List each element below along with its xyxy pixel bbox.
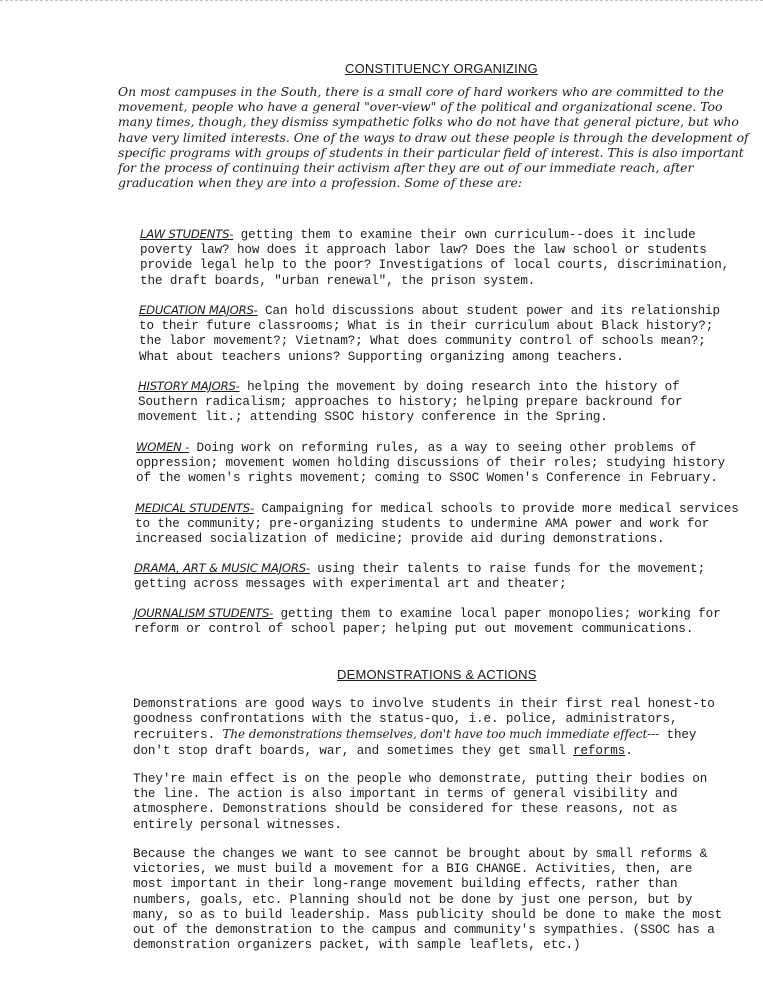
demonstrations-paragraph-3: Because the changes we want to see cannot be brought about by small reforms & victories, we must build a movement for a BIG CHANGE. Activities, then, are most important in their long-range movement building effects, rather than numbers, goals, etc. Planning should not be done by just one person, but by many, so as to build leadership. Mass publicity should be done to make the most out of the demonstration to the campus and community's sympathies. (SSOC has a demonstration organizers packet, with sample leaflets, etc.): [133, 847, 723, 953]
paragraph-text: they don't stop draft boards, war, and sometimes they get small: [133, 728, 697, 758]
entry-term: LAW STUDENTS-: [140, 227, 234, 241]
heading-constituency-organizing: CONSTITUENCY ORGANIZING: [345, 61, 538, 76]
entry-term: WOMEN -: [136, 440, 190, 454]
entry-term: HISTORY MAJORS-: [138, 379, 240, 393]
entry-journalism-students: [134, 606, 734, 637]
entry-drama-art-music-majors: [134, 561, 734, 592]
entry-text: getting them to examine their own curriculum--does it include poverty law? how does it approach labor law? Does the law school or students provide legal help to the poor? Investigations of local courts, discrimination, the draft boards, "urban renewal", the prison system.: [140, 228, 730, 288]
entry-education-majors: [139, 303, 739, 365]
entry-term: DRAMA, ART & MUSIC MAJORS-: [134, 561, 310, 575]
entry-medical-students: [135, 501, 755, 548]
entry-term: MEDICAL STUDENTS-: [135, 501, 254, 515]
heading-demonstrations-actions: DEMONSTRATIONS & ACTIONS: [337, 667, 537, 682]
entry-text: using their talents to raise funds for the movement; getting across messages with experimental art and theater;: [134, 562, 706, 592]
entry-law-students: [140, 227, 752, 289]
paragraph-text: .: [625, 743, 633, 758]
paragraph-underlined-text: reforms: [573, 743, 626, 758]
entry-text: Can hold discussions about student power and its relationship to their future classrooms; What is in their curriculum about Black history?; the labor movement?; Vietnam?; What does community control of schools mean?; What about teachers unions? Supporting organizing among teachers.: [139, 304, 720, 364]
entry-text: Doing work on reforming rules, as a way to seeing other problems of oppression; movement women holding discussions of their roles; studying history of the women's rights movement; coming to SSOC Women's Conference in February.: [136, 441, 726, 486]
intro-paragraph: On most campuses in the South, there is a small core of hard workers who are committed to the movement, people who have a general "over-view" of the political and organizational scene. Too many times, though, they dismiss sympathetic folks who do not have that general picture, but who have very limited interests. One of the ways to draw out these people is through the development of specific programs with groups of students in their particular field of interest. This is also important for the process of continuing their activism after they are out of our immediate reach, after graducation when they are into a profession. Some of these are:: [118, 84, 749, 191]
demonstrations-paragraph-2: They're main effect is on the people who demonstrate, putting their bodies on the line. The action is also important in terms of general visibility and atmosphere. Demonstrations should be considered for these reasons, not as entirely personal witnesses.: [133, 772, 708, 832]
paragraph-handwritten-text: The demonstrations themselves, don't have too much immediate effect---: [222, 727, 660, 742]
paragraph-text: Demonstrations are good ways to involve students in their first real honest-to goodness confrontations with the status-quo, i.e. police, administrators, recruiters.: [133, 697, 715, 743]
entry-history-majors: [138, 379, 743, 426]
demonstrations-paragraph-1: [133, 697, 733, 759]
entry-text: helping the movement by doing research into the history of Southern radicalism; approaches to history; helping prepare backround for movement lit.; attending SSOC history conference in the Spring.: [138, 380, 683, 425]
entry-term: JOURNALISM STUDENTS-: [134, 606, 274, 620]
entry-text: getting them to examine local paper monopolies; working for reform or control of school paper; helping put out movement communications.: [134, 607, 721, 637]
entry-women: [136, 440, 736, 487]
entry-text: Campaigning for medical schools to provide more medical services to the community; pre-organizing students to undermine AMA power and work for increased socialization of medicine; provide aid during demonstrations.: [135, 502, 739, 547]
entry-term: EDUCATION MAJORS-: [139, 303, 258, 317]
page-top-edge: [0, 0, 763, 7]
